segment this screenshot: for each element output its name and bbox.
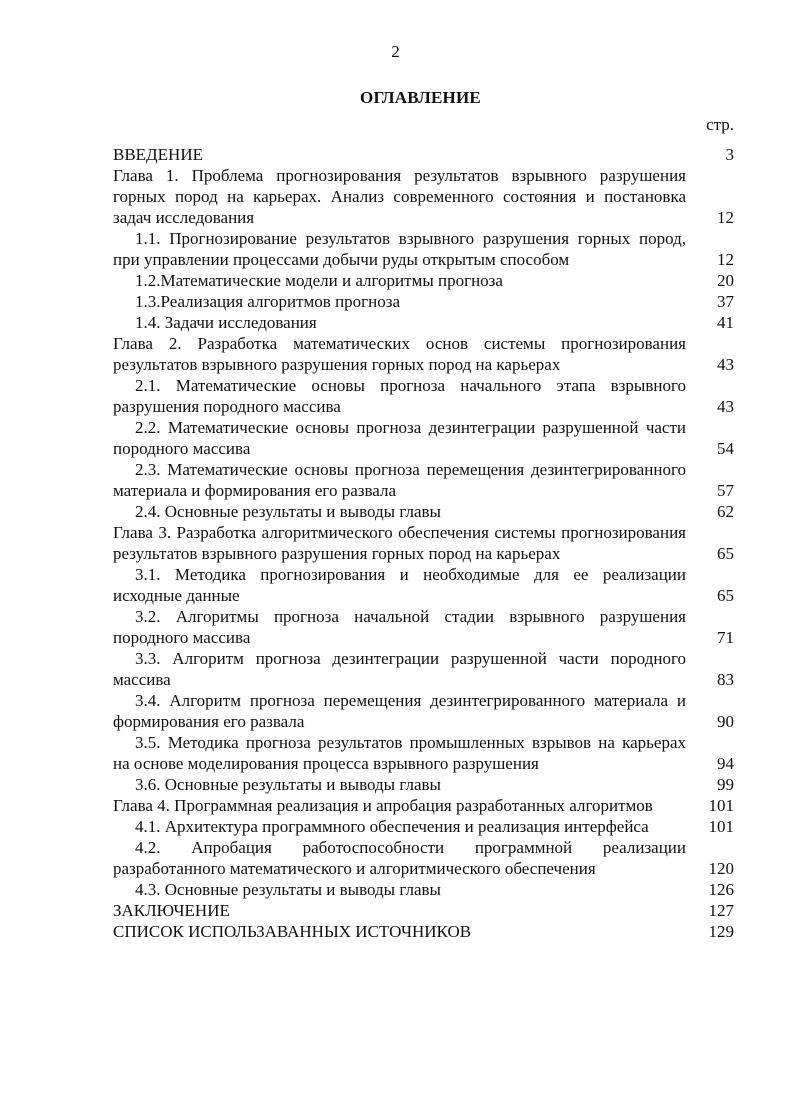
toc-entry-text: 3.1. Методика прогнозирования и необходимые для ее реализации исходные данные <box>113 565 686 605</box>
toc-entry-page: 12 <box>717 250 734 269</box>
toc-entry-text: 1.2.Математические модели и алгоритмы прогноза <box>135 271 503 290</box>
toc-entry-introduction <box>113 144 734 165</box>
page-column-label: стр. <box>706 115 734 134</box>
toc-entry-page: 120 <box>708 859 734 878</box>
toc-entry-text: ВВЕДЕНИЕ <box>113 145 203 164</box>
toc-entry-chapter-1 <box>113 165 734 228</box>
toc-entry-text: 4.2. Апробация работоспособности программной реализации разработанного математического и алгоритмического обеспечения <box>113 838 686 878</box>
toc-entry-page: 65 <box>717 586 734 605</box>
toc-entry-section-3-4 <box>113 690 734 732</box>
toc-entry-section-1-4 <box>113 312 734 333</box>
toc-entry-section-4-3 <box>113 879 734 900</box>
toc-entry-page: 83 <box>717 670 734 689</box>
toc-entry-page: 43 <box>717 355 734 374</box>
toc-entry-text: СПИСОК ИСПОЛЬЗАВАННЫХ ИСТОЧНИКОВ <box>113 922 472 941</box>
toc-entry-page: 57 <box>717 481 734 500</box>
toc-entry-page: 94 <box>717 754 734 773</box>
toc-entry-section-3-2 <box>113 606 734 648</box>
toc-entry-conclusion <box>113 900 734 921</box>
toc-entry-section-1-2 <box>113 270 734 291</box>
toc-entry-text: 3.6. Основные результаты и выводы главы <box>135 775 441 794</box>
toc-entry-text: 3.4. Алгоритм прогноза перемещения дезинтегрированного материала и формирования его развала <box>113 691 686 731</box>
toc-entry-page: 129 <box>708 922 734 941</box>
toc-entry-section-3-3 <box>113 648 734 690</box>
toc-entry-chapter-3 <box>113 522 734 564</box>
toc-entry-text: Глава 1. Проблема прогнозирования результатов взрывного разрушения горных пород на карьерах. Анализ современного состояния и постановка задач исследования <box>113 166 686 227</box>
toc-entry-page: 37 <box>717 292 734 311</box>
toc-entry-text: Глава 4. Программная реализация и апробация разработанных алгоритмов <box>113 796 653 815</box>
toc-entry-text: Глава 3. Разработка алгоритмического обеспечения системы прогнозирования результатов взрывного разрушения горных пород на карьерах <box>113 523 686 563</box>
toc-entry-text: 1.1. Прогнозирование результатов взрывного разрушения горных пород, при управлении процессами добычи руды открытым способом <box>113 229 686 269</box>
toc-entry-text: 2.4. Основные результаты и выводы главы <box>135 502 441 521</box>
toc-entry-page: 90 <box>717 712 734 731</box>
toc-entry-page: 127 <box>708 901 734 920</box>
toc-entry-page: 12 <box>717 208 734 227</box>
toc-entry-text: Глава 2. Разработка математических основ системы прогнозирования результатов взрывного разрушения горных пород на карьерах <box>113 334 686 374</box>
toc-entry-text: 2.1. Математические основы прогноза начального этапа взрывного разрушения породного массива <box>113 376 686 416</box>
toc-entry-text: 2.3. Математические основы прогноза перемещения дезинтегрированного материала и формирования его развала <box>113 460 686 500</box>
toc-entry-page: 65 <box>717 544 734 563</box>
toc-entry-text: 2.2. Математические основы прогноза дезинтеграции разрушенной части породного массива <box>113 418 686 458</box>
toc-entry-page: 41 <box>717 313 734 332</box>
toc-entry-text: 3.2. Алгоритмы прогноза начальной стадии взрывного разрушения породного массива <box>113 607 686 647</box>
toc-entry-page: 99 <box>717 775 734 794</box>
toc-entry-section-2-3 <box>113 459 734 501</box>
toc-entry-section-4-1 <box>113 816 734 837</box>
toc-entry-section-1-3 <box>113 291 734 312</box>
toc-entry-text: ЗАКЛЮЧЕНИЕ <box>113 901 230 920</box>
toc-entry-page: 62 <box>717 502 734 521</box>
toc-entry-chapter-2 <box>113 333 734 375</box>
toc-entry-text: 1.4. Задачи исследования <box>135 313 317 332</box>
toc-entry-section-3-6 <box>113 774 734 795</box>
toc-entry-text: 1.3.Реализация алгоритмов прогноза <box>135 292 401 311</box>
toc-entry-page: 43 <box>717 397 734 416</box>
toc-entry-text: 3.3. Алгоритм прогноза дезинтеграции разрушенной части породного массива <box>113 649 686 689</box>
toc-entry-page: 126 <box>708 880 734 899</box>
toc-entry-text: 4.1. Архитектура программного обеспечения и реализация интерфейса <box>135 817 649 836</box>
toc-entry-text: 3.5. Методика прогноза результатов промышленных взрывов на карьерах на основе моделирования процесса взрывного разрушения <box>113 733 686 773</box>
toc-entry-section-2-1 <box>113 375 734 417</box>
page-number: 2 <box>391 42 400 61</box>
toc-entry-section-3-1 <box>113 564 734 606</box>
toc-entry-page: 101 <box>708 817 734 836</box>
toc-entry-references <box>113 921 734 942</box>
table-of-contents <box>113 144 734 942</box>
toc-entry-text: 4.3. Основные результаты и выводы главы <box>135 880 441 899</box>
toc-entry-page: 54 <box>717 439 734 458</box>
toc-entry-section-2-4 <box>113 501 734 522</box>
toc-entry-section-1-1 <box>113 228 734 270</box>
toc-entry-section-3-5 <box>113 732 734 774</box>
toc-entry-section-2-2 <box>113 417 734 459</box>
page-title: ОГЛАВЛЕНИЕ <box>360 88 481 107</box>
toc-entry-chapter-4 <box>113 795 734 816</box>
toc-entry-page: 3 <box>725 145 734 164</box>
toc-entry-page: 101 <box>708 796 734 815</box>
toc-entry-page: 71 <box>717 628 734 647</box>
toc-entry-page: 20 <box>717 271 734 290</box>
toc-entry-section-4-2 <box>113 837 734 879</box>
